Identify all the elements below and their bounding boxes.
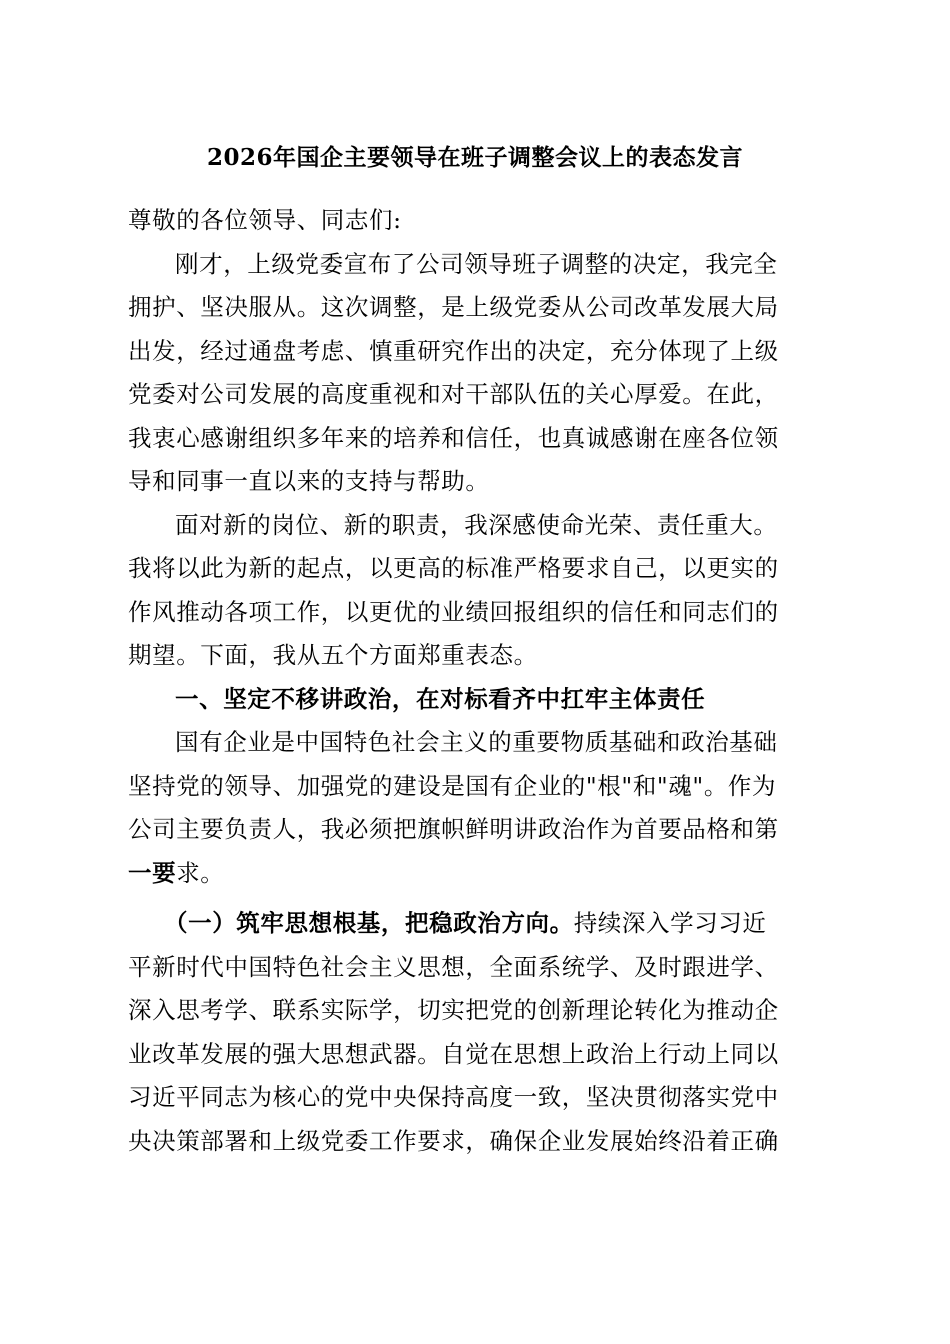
paragraph-line: 刚才，上级党委宣布了公司领导班子调整的决定，我完全 — [175, 249, 778, 278]
paragraph-line: 深入思考学、联系实际学，切实把党的创新理论转化为推动企 — [128, 996, 779, 1024]
text-fragment: 求。 — [176, 858, 225, 887]
text-fragment: 持续深入学习习近 — [573, 909, 767, 937]
paragraph-line-last — [128, 852, 828, 896]
document-body — [128, 199, 828, 1163]
paragraph-3 — [128, 721, 828, 895]
paragraph-line: 面对新的岗位、新的职责，我深感使命光荣、责任重大。 — [175, 510, 778, 539]
paragraph-line: 习近平同志为核心的党中央保持高度一致，坚决贯彻落实党中 — [128, 1083, 779, 1111]
paragraph-line-first — [128, 902, 828, 946]
paragraph-line: 拥护、坚决服从。这次调整，是上级党委从公司改革发展大局 — [128, 293, 779, 321]
paragraph-1 — [128, 243, 828, 504]
salutation: 尊敬的各位领导、同志们: — [128, 206, 402, 234]
paragraph-line: 国有企业是中国特色社会主义的重要物质基础和政治基础 — [175, 728, 778, 756]
paragraph-4 — [128, 902, 828, 1163]
section-heading-1: 一、坚定不移讲政治，在对标看齐中扛牢主体责任 — [175, 684, 706, 713]
paragraph-2 — [128, 504, 828, 678]
paragraph-line: 业改革发展的强大思想武器。自觉在思想上政治上行动上同以 — [128, 1039, 779, 1068]
paragraph-line: 我衷心感谢组织多年来的培养和信任，也真诚感谢在座各位领 — [128, 423, 779, 452]
document-title: 2026年国企主要领导在班子调整会议上的表态发言 — [206, 144, 743, 171]
paragraph-line: 我将以此为新的起点，以更高的标准严格要求自己，以更实的 — [128, 554, 779, 582]
paragraph-line: 导和同事一直以来的支持与帮助。 — [128, 467, 490, 495]
paragraph-line: 央决策部署和上级党委工作要求，确保企业发展始终沿着正确 — [128, 1126, 779, 1155]
paragraph-line: 党委对公司发展的高度重视和对干部队伍的关心厚爱。在此， — [128, 380, 779, 408]
paragraph-line: 期望。下面，我从五个方面郑重表态。 — [128, 641, 538, 669]
paragraph-line: 作风推动各项工作，以更优的业绩回报组织的信任和同志们的 — [128, 597, 779, 626]
subsection-heading-1: （一）筑牢思想根基，把稳政治方向。 — [164, 909, 574, 937]
paragraph-gap — [128, 895, 828, 902]
paragraph-line: 公司主要负责人，我必须把旗帜鲜明讲政治作为首要品格和第 — [128, 815, 779, 843]
bold-fragment: 一要 — [128, 858, 177, 887]
paragraph-line: 出发，经过通盘考虑、慎重研究作出的决定，充分体现了上级 — [128, 336, 779, 365]
paragraph-line: 坚持党的领导、加强党的建设是国有企业的"根"和"魂"。作为 — [128, 771, 777, 800]
paragraph-line: 平新时代中国特色社会主义思想，全面系统学、及时跟进学、 — [128, 952, 779, 981]
